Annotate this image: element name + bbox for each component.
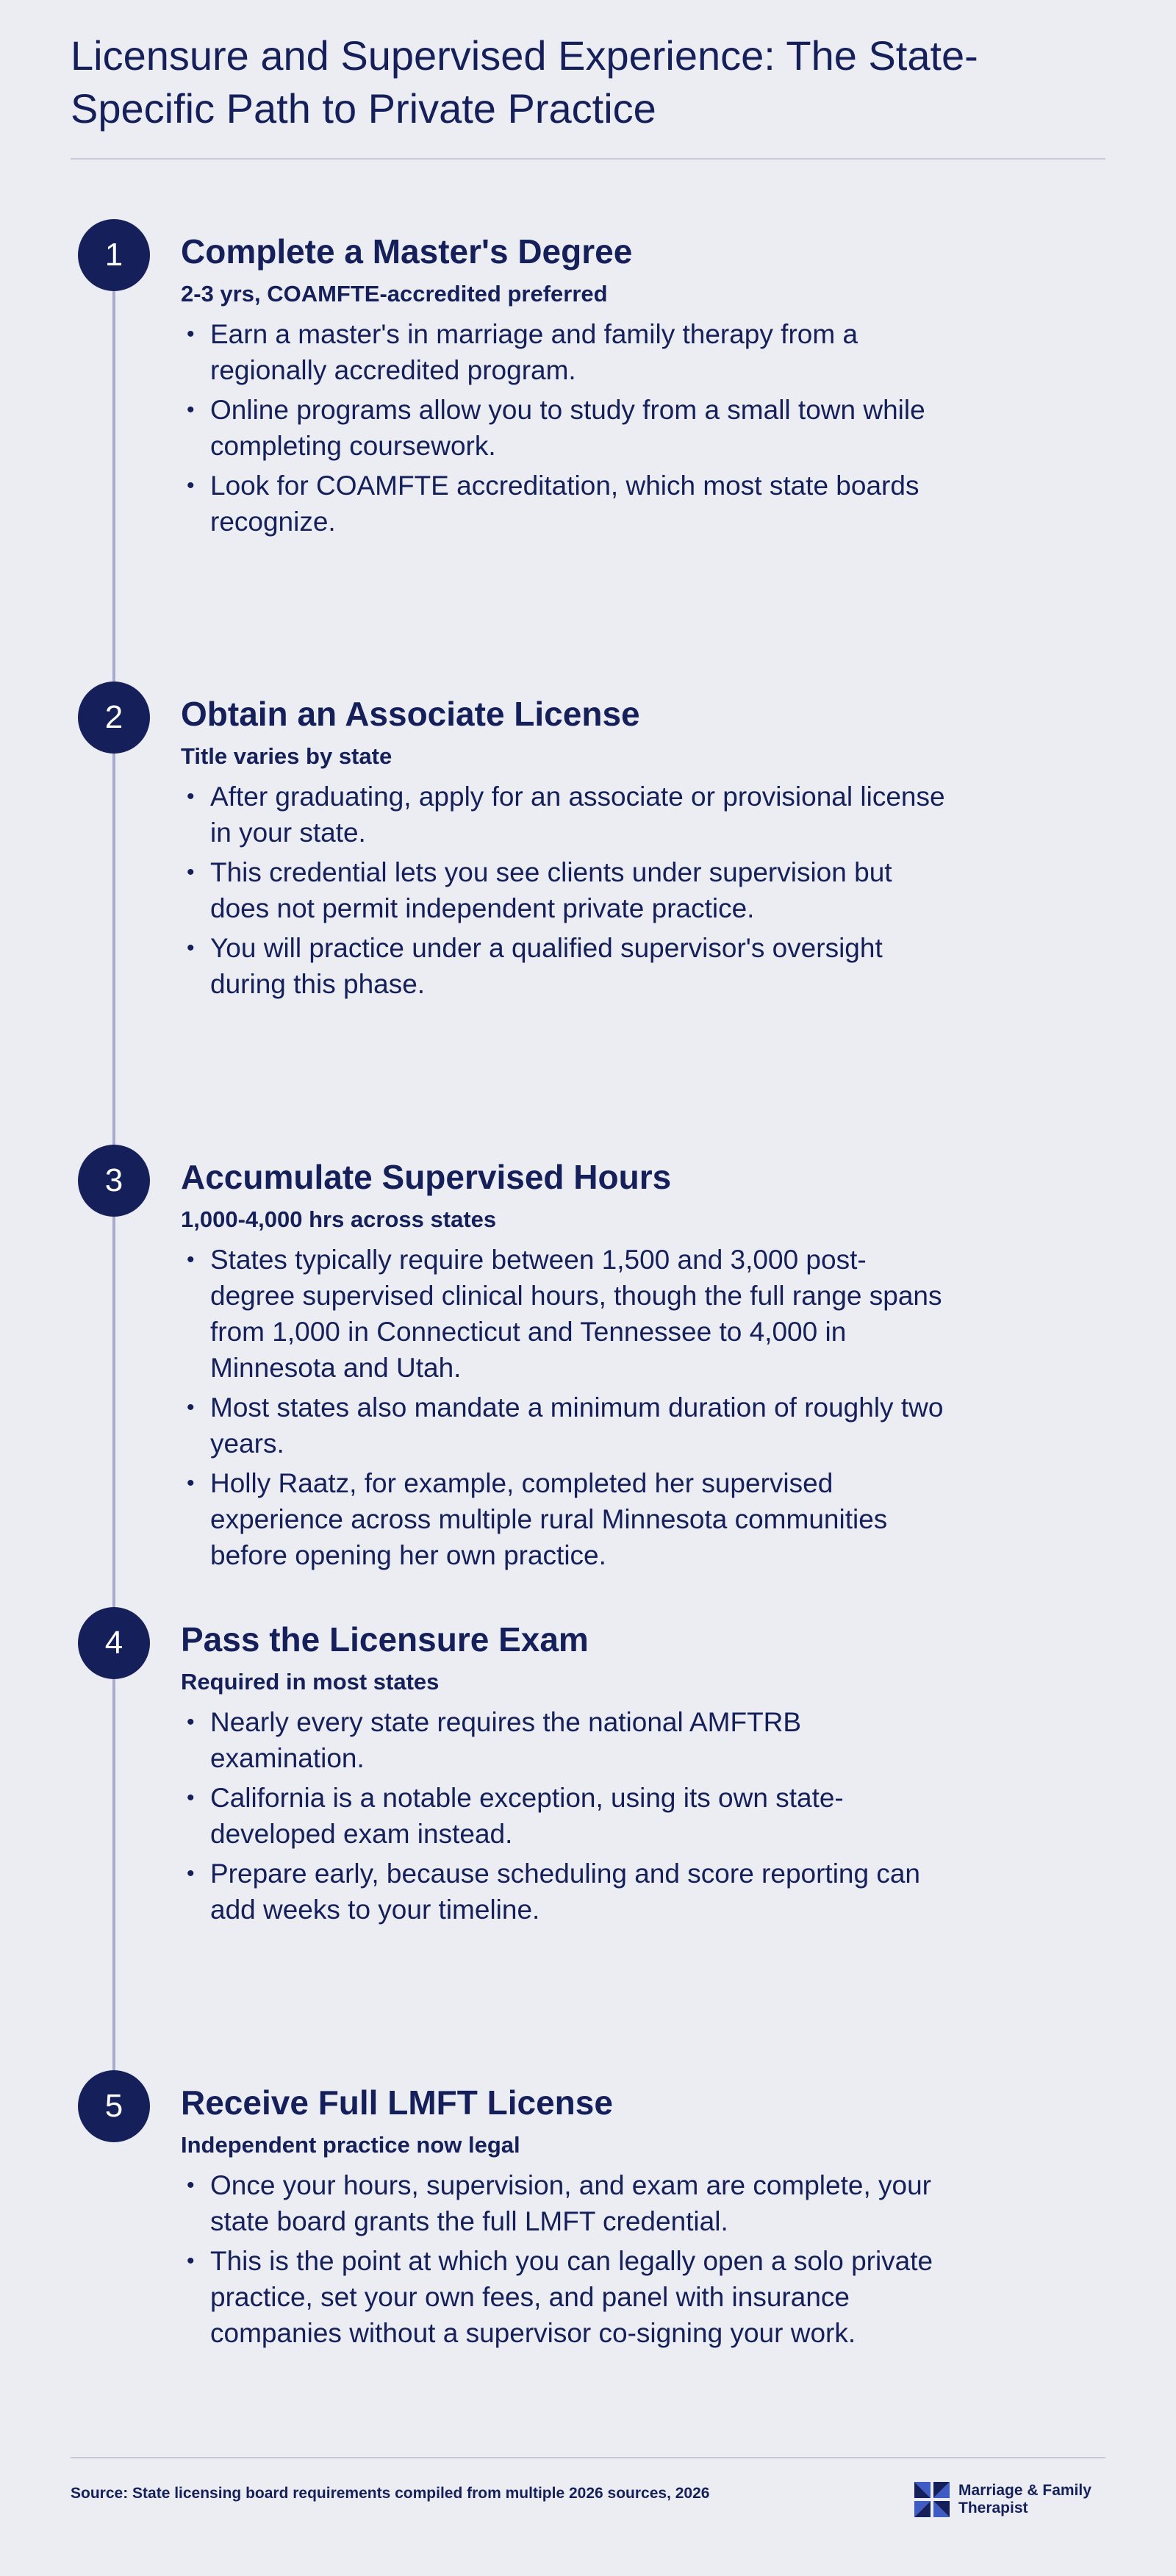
brand-name-line: Therapist [958,2500,1028,2516]
bullet-item: • Look for COAMFTE accreditation, which most state boards recognize. [181,468,945,540]
step-bullet-list [181,779,945,1006]
bullet-item: • Most states also mandate a minimum duration of roughly two years. [181,1389,945,1461]
step-bullet-list [181,1242,945,1577]
step-subtitle: Title varies by state [181,743,392,769]
step-number-badge: 3 [78,1145,150,1217]
step-number-badge: 5 [78,2070,150,2142]
bullet-item: • After graduating, apply for an associate or provisional license in your state. [181,779,945,851]
step-number-badge: 1 [78,219,150,291]
step-bullet-list [181,316,945,543]
bullet-item: • States typically require between 1,500 and 3,000 post-degree supervised clinical hours, though the full range spans from 1,000 in Connecticut and Tennessee to 4,000 in Minnesota and Utah. [181,1242,945,1386]
step-subtitle: Independent practice now legal [181,2132,520,2158]
step-number-badge: 4 [78,1607,150,1679]
bullet-item: • This credential lets you see clients under supervision but does not permit independent private practice. [181,854,945,926]
brand-lockup [913,2479,1105,2520]
step-bullet-list [181,1704,945,1931]
bullet-item: • This is the point at which you can legally open a solo private practice, set your own fees, and panel with insurance companies without a supervisor co-signing your work. [181,2243,945,2351]
step-title: Complete a Master's Degree [181,232,633,271]
title-divider [71,158,1105,160]
bullet-item: • Online programs allow you to study from a small town while completing coursework. [181,392,945,464]
bullet-item: • California is a notable exception, using its own state-developed exam instead. [181,1780,945,1852]
bullet-item: • You will practice under a qualified supervisor's oversight during this phase. [181,930,945,1002]
step-subtitle: Required in most states [181,1669,440,1695]
step-subtitle: 1,000-4,000 hrs across states [181,1206,497,1232]
step-title: Receive Full LMFT License [181,2083,613,2122]
bullet-item: • Prepare early, because scheduling and score reporting can add weeks to your timeline. [181,1856,945,1928]
step-title: Pass the Licensure Exam [181,1620,589,1659]
bullet-item: • Holly Raatz, for example, completed her supervised experience across multiple rural Minnesota communities before opening her own practice. [181,1465,945,1573]
brand-name [958,2482,1091,2517]
page-title: Licensure and Supervised Experience: The State-Specific Path to Private Practice [71,32,978,132]
brand-name-line: Marriage & Family [958,2482,1091,2499]
pinwheel-logo-icon [913,2480,951,2519]
bullet-item: • Earn a master's in marriage and family therapy from a regionally accredited program. [181,316,945,388]
step-bullet-list [181,2167,945,2355]
step-subtitle: 2-3 yrs, COAMFTE-accredited preferred [181,281,608,307]
footer-divider [71,2457,1105,2458]
bullet-item: • Once your hours, supervision, and exam are complete, your state board grants the full LMFT credential. [181,2167,945,2239]
step-title: Accumulate Supervised Hours [181,1158,672,1196]
bullet-item: • Nearly every state requires the national AMFTRB examination. [181,1704,945,1776]
source-note: Source: State licensing board requirements compiled from multiple 2026 sources, 2026 [71,2485,710,2502]
step-number-badge: 2 [78,681,150,754]
step-title: Obtain an Associate License [181,695,640,733]
